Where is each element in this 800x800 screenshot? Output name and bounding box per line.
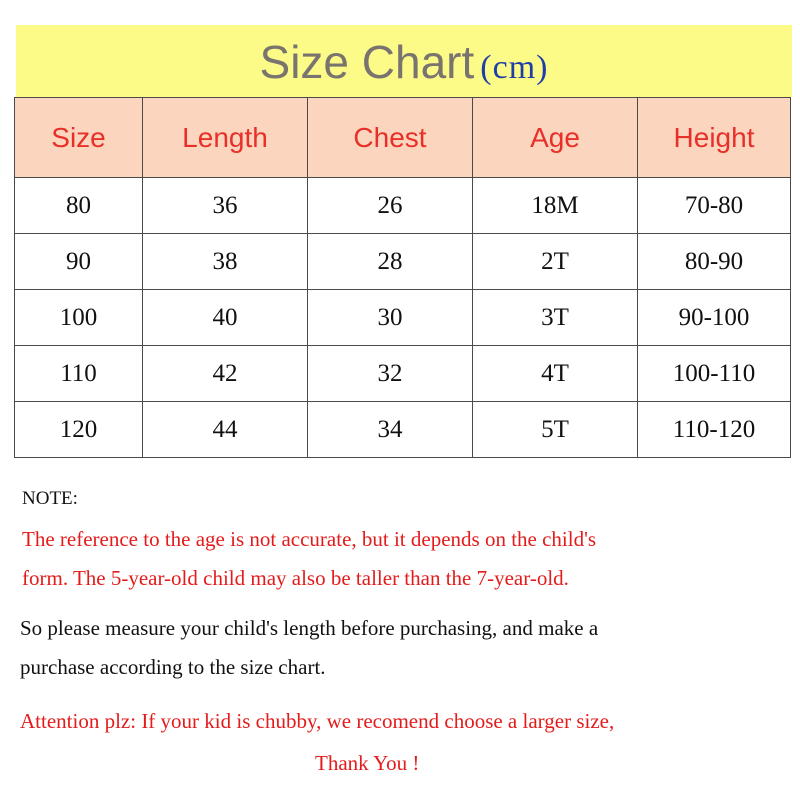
- table-row: [15, 178, 791, 234]
- title-text: Size Chart: [259, 36, 475, 88]
- cell-length: 40: [143, 290, 308, 346]
- page-title: [16, 35, 792, 89]
- note-attention: Attention plz: If your kid is chubby, we recomend choose a larger size,: [20, 709, 615, 733]
- cell-age: 5T: [473, 402, 638, 458]
- column-header-size: Size: [15, 98, 143, 178]
- cell-height: 100-110: [638, 346, 791, 402]
- column-header-age: Age: [473, 98, 638, 178]
- table-row: [15, 290, 791, 346]
- cell-length: 44: [143, 402, 308, 458]
- column-header-chest: Chest: [308, 98, 473, 178]
- cell-age: 4T: [473, 346, 638, 402]
- table-row: [15, 234, 791, 290]
- cell-size: 110: [15, 346, 143, 402]
- note-age-warning-line-2: form. The 5-year-old child may also be taller than the 7-year-old.: [22, 566, 569, 590]
- note-measure-line-2: purchase according to the size chart.: [20, 655, 326, 679]
- cell-age: 2T: [473, 234, 638, 290]
- title-banner: [16, 25, 792, 97]
- cell-size: 100: [15, 290, 143, 346]
- cell-size: 90: [15, 234, 143, 290]
- size-table: [14, 97, 791, 458]
- cell-chest: 32: [308, 346, 473, 402]
- note-thank-you: Thank You !: [315, 751, 420, 775]
- note-measure-line-1: So please measure your child's length before purchasing, and make a: [20, 616, 599, 640]
- table-header-row: [15, 98, 791, 178]
- title-unit: (cm): [480, 49, 549, 86]
- cell-height: 80-90: [638, 234, 791, 290]
- cell-height: 70-80: [638, 178, 791, 234]
- column-header-height: Height: [638, 98, 791, 178]
- cell-length: 36: [143, 178, 308, 234]
- cell-size: 120: [15, 402, 143, 458]
- cell-chest: 26: [308, 178, 473, 234]
- cell-length: 38: [143, 234, 308, 290]
- note-heading: NOTE:: [22, 488, 78, 509]
- cell-chest: 34: [308, 402, 473, 458]
- cell-size: 80: [15, 178, 143, 234]
- column-header-length: Length: [143, 98, 308, 178]
- cell-height: 90-100: [638, 290, 791, 346]
- table-row: [15, 346, 791, 402]
- cell-height: 110-120: [638, 402, 791, 458]
- cell-age: 18M: [473, 178, 638, 234]
- cell-length: 42: [143, 346, 308, 402]
- cell-age: 3T: [473, 290, 638, 346]
- note-age-warning-line-1: The reference to the age is not accurate, but it depends on the child's: [22, 527, 597, 551]
- cell-chest: 28: [308, 234, 473, 290]
- table-row: [15, 402, 791, 458]
- cell-chest: 30: [308, 290, 473, 346]
